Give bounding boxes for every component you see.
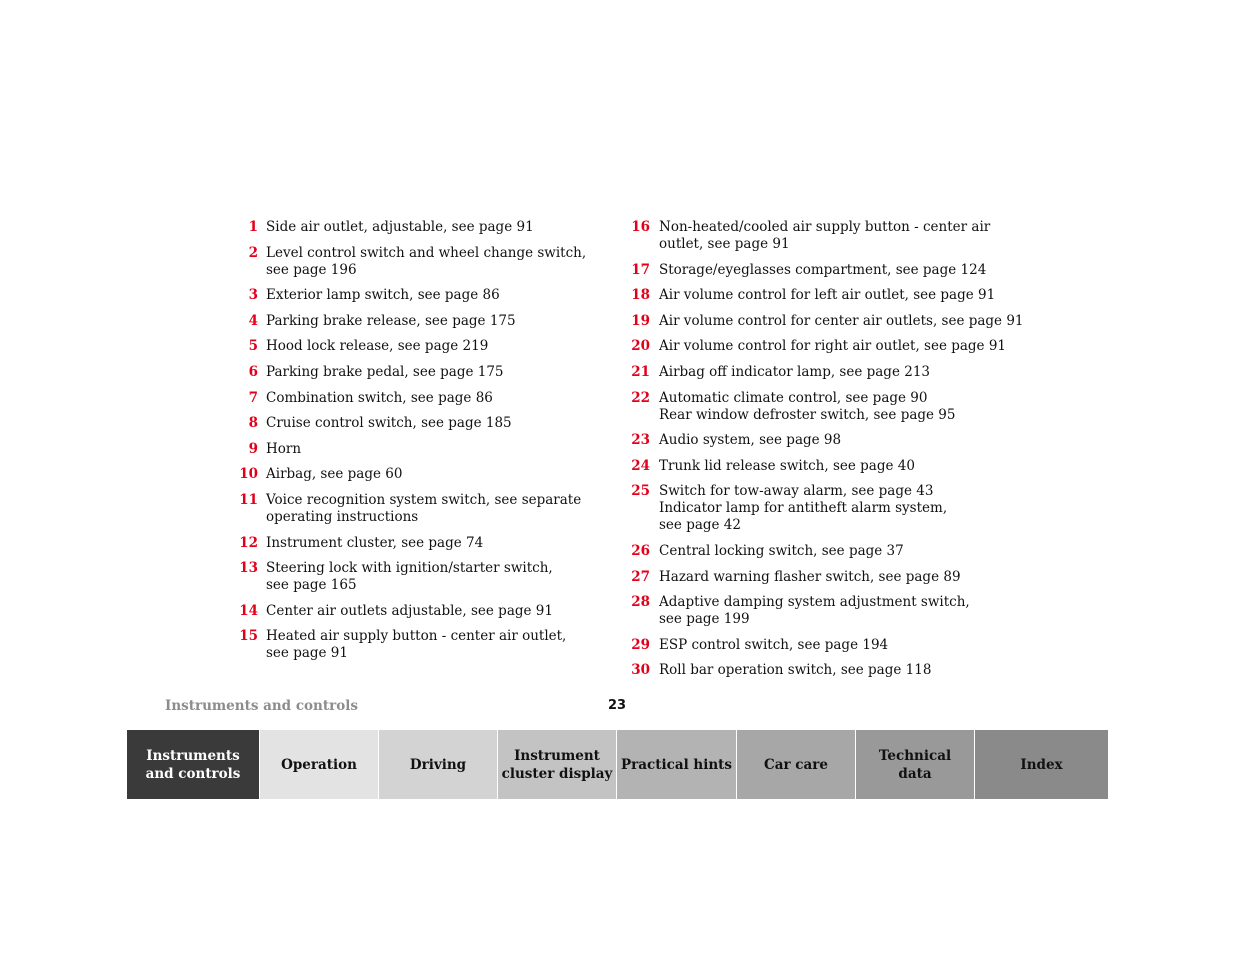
item-text-line: Instrument cluster, see page 74 <box>266 534 484 551</box>
item-number: 5 <box>248 338 258 355</box>
list-item <box>628 483 1008 534</box>
item-text-line: Air volume control for center air outlets, see page 91 <box>659 312 1024 329</box>
item-text-line: Roll bar operation switch, see page 118 <box>659 662 932 679</box>
item-text-line: see page 42 <box>659 517 741 534</box>
list-item <box>236 219 576 236</box>
list-item <box>236 287 576 304</box>
item-number: 6 <box>248 363 258 380</box>
list-item <box>236 603 576 620</box>
item-text <box>659 432 841 449</box>
item-text-line: Air volume control for left air outlet, see page 91 <box>659 287 996 304</box>
list-item <box>628 637 1008 654</box>
item-list-right <box>628 219 1024 688</box>
item-text <box>266 415 512 432</box>
tab-driving[interactable] <box>379 730 498 799</box>
tab-label <box>764 756 828 774</box>
tab-operation[interactable] <box>260 730 379 799</box>
item-text-line: see page 91 <box>266 645 348 662</box>
item-number: 12 <box>239 534 258 551</box>
item-text-line: Indicator lamp for antitheft alarm system, <box>659 500 948 517</box>
list-item <box>628 569 1008 586</box>
list-item <box>236 491 582 526</box>
item-text-line: Exterior lamp switch, see page 86 <box>266 287 500 304</box>
tab-label-line: data <box>898 765 932 782</box>
tab-label-line: and controls <box>145 765 241 782</box>
item-text <box>266 390 493 407</box>
item-number: 27 <box>631 568 650 585</box>
item-number: 10 <box>239 466 258 483</box>
item-text <box>659 483 947 534</box>
tab-label-line: Car care <box>764 756 828 773</box>
page-number: 23 <box>607 698 627 713</box>
list-item <box>236 390 576 407</box>
tab-technical-data[interactable] <box>856 730 975 799</box>
item-text-line: Hazard warning flasher switch, see page 89 <box>659 568 961 585</box>
item-number: 2 <box>248 244 258 261</box>
item-text-line: Switch for tow-away alarm, see page 43 <box>659 483 934 500</box>
item-text <box>266 466 402 483</box>
list-item <box>628 432 1008 449</box>
item-text <box>659 390 955 424</box>
item-text-line: Combination switch, see page 86 <box>266 389 493 406</box>
item-number: 16 <box>631 219 650 235</box>
section-label: Instruments and controls <box>165 698 358 714</box>
item-number: 9 <box>248 440 258 457</box>
item-text <box>266 364 504 381</box>
item-text-line: see page 196 <box>266 261 357 278</box>
tab-label <box>879 747 951 783</box>
item-number: 25 <box>631 483 650 500</box>
chapter-tabs <box>127 730 1108 799</box>
item-text <box>659 219 990 253</box>
item-number: 28 <box>631 594 650 611</box>
list-item <box>236 628 576 662</box>
item-text <box>659 594 970 628</box>
list-item <box>628 662 1008 679</box>
list-item <box>628 262 1008 279</box>
tab-instrument-cluster-display[interactable] <box>498 730 617 799</box>
item-text-line: outlet, see page 91 <box>659 236 790 252</box>
list-item <box>628 458 1008 475</box>
list-item <box>236 313 576 330</box>
item-text <box>659 262 986 279</box>
tab-label-line: cluster display <box>501 765 613 782</box>
item-text-line: Side air outlet, adjustable, see page 91 <box>266 219 534 235</box>
tab-label <box>281 756 357 774</box>
item-text-line: operating instructions <box>266 508 419 525</box>
item-text <box>659 637 888 654</box>
item-text <box>659 569 961 586</box>
item-number: 8 <box>248 415 258 432</box>
item-text <box>266 313 516 330</box>
item-number: 1 <box>248 219 258 235</box>
list-item <box>628 219 1008 253</box>
list-item <box>628 312 1024 330</box>
list-item <box>236 415 576 432</box>
item-text-line: Adaptive damping system adjustment switch, <box>659 594 970 611</box>
item-text-line: Airbag, see page 60 <box>266 466 403 483</box>
list-item <box>628 543 1008 560</box>
item-number: 18 <box>631 287 650 304</box>
list-item <box>628 287 1008 304</box>
list-item <box>236 535 576 552</box>
item-number: 30 <box>631 662 650 679</box>
item-text-line: Horn <box>266 440 302 457</box>
item-text <box>659 338 1006 355</box>
tab-label <box>146 747 241 783</box>
item-text <box>266 535 483 552</box>
tab-label-line: Operation <box>281 756 357 773</box>
tab-label <box>1020 756 1062 774</box>
tab-label-line: Index <box>1020 756 1063 773</box>
item-number: 19 <box>631 312 650 329</box>
item-number: 3 <box>248 287 258 304</box>
item-number: 17 <box>631 261 650 278</box>
list-item <box>236 244 587 279</box>
item-text-line: Steering lock with ignition/starter switch, <box>266 560 553 577</box>
item-text-line: Heated air supply button - center air outlet, <box>266 628 567 645</box>
tab-label-line: Practical hints <box>621 756 732 773</box>
item-text-line: Storage/eyeglasses compartment, see page 124 <box>659 261 987 278</box>
item-text-line: Air volume control for right air outlet, see page 91 <box>659 338 1007 355</box>
item-list-left <box>236 219 587 671</box>
item-text <box>659 543 904 560</box>
tab-practical-hints[interactable] <box>617 730 737 799</box>
list-item <box>628 390 1008 424</box>
item-text-line: Audio system, see page 98 <box>659 432 842 449</box>
item-text <box>266 628 566 662</box>
item-text <box>659 287 995 304</box>
item-text-line: Hood lock release, see page 219 <box>266 338 489 355</box>
item-text <box>659 364 930 381</box>
tab-label <box>621 756 732 774</box>
item-text-line: Cruise control switch, see page 185 <box>266 415 512 432</box>
item-text <box>659 458 915 475</box>
item-number: 15 <box>239 628 258 645</box>
item-text-line: Automatic climate control, see page 90 <box>659 389 928 406</box>
tab-index[interactable] <box>975 730 1108 799</box>
item-text <box>266 492 581 526</box>
item-text-line: see page 165 <box>266 577 357 594</box>
item-number: 22 <box>631 389 650 406</box>
item-number: 7 <box>248 389 258 406</box>
item-text <box>659 313 1024 330</box>
tab-label-line: Instruments <box>146 747 240 764</box>
item-number: 24 <box>631 457 650 474</box>
item-number: 26 <box>631 542 650 559</box>
item-text-line: Non-heated/cooled air supply button - center air <box>659 219 991 235</box>
item-text-line: see page 199 <box>659 611 750 628</box>
item-text-line: Voice recognition system switch, see separate <box>266 491 582 508</box>
item-text-line: Central locking switch, see page 37 <box>659 542 904 559</box>
tab-label <box>502 747 613 783</box>
list-item <box>236 338 576 355</box>
list-item <box>628 364 1008 381</box>
item-text <box>266 287 500 304</box>
tab-label-line: Instrument <box>514 747 600 764</box>
item-number: 29 <box>631 636 650 653</box>
list-item <box>236 560 576 594</box>
item-text <box>266 338 488 355</box>
item-text <box>266 441 301 458</box>
item-text-line: Level control switch and wheel change switch, <box>266 244 587 261</box>
list-item <box>236 364 576 381</box>
tab-car-care[interactable] <box>737 730 856 799</box>
list-item <box>236 441 576 458</box>
item-text-line: Center air outlets adjustable, see page 91 <box>266 602 553 619</box>
item-text-line: Parking brake release, see page 175 <box>266 312 516 329</box>
item-text-line: Trunk lid release switch, see page 40 <box>659 457 915 474</box>
item-text-line: Rear window defroster switch, see page 95 <box>659 406 956 423</box>
item-number: 14 <box>239 602 258 619</box>
item-text <box>659 662 931 679</box>
list-item <box>628 594 1008 628</box>
item-text <box>266 219 534 236</box>
tab-label-line: Driving <box>409 756 467 773</box>
item-number: 20 <box>631 338 650 355</box>
tab-label <box>410 756 466 774</box>
tab-instruments-and-controls[interactable] <box>127 730 260 799</box>
item-text-line: ESP control switch, see page 194 <box>659 636 889 653</box>
list-item <box>628 338 1008 355</box>
item-text-line: Parking brake pedal, see page 175 <box>266 363 504 380</box>
item-text <box>266 245 586 279</box>
list-item <box>236 466 576 483</box>
item-text <box>266 603 553 620</box>
item-text-line: Airbag off indicator lamp, see page 213 <box>659 363 931 380</box>
item-number: 4 <box>248 312 258 329</box>
item-text <box>266 560 553 594</box>
item-number: 13 <box>239 560 258 577</box>
item-number: 11 <box>239 491 258 508</box>
item-number: 23 <box>631 432 650 449</box>
item-number: 21 <box>631 363 650 380</box>
tab-label-line: Technical <box>878 747 952 764</box>
